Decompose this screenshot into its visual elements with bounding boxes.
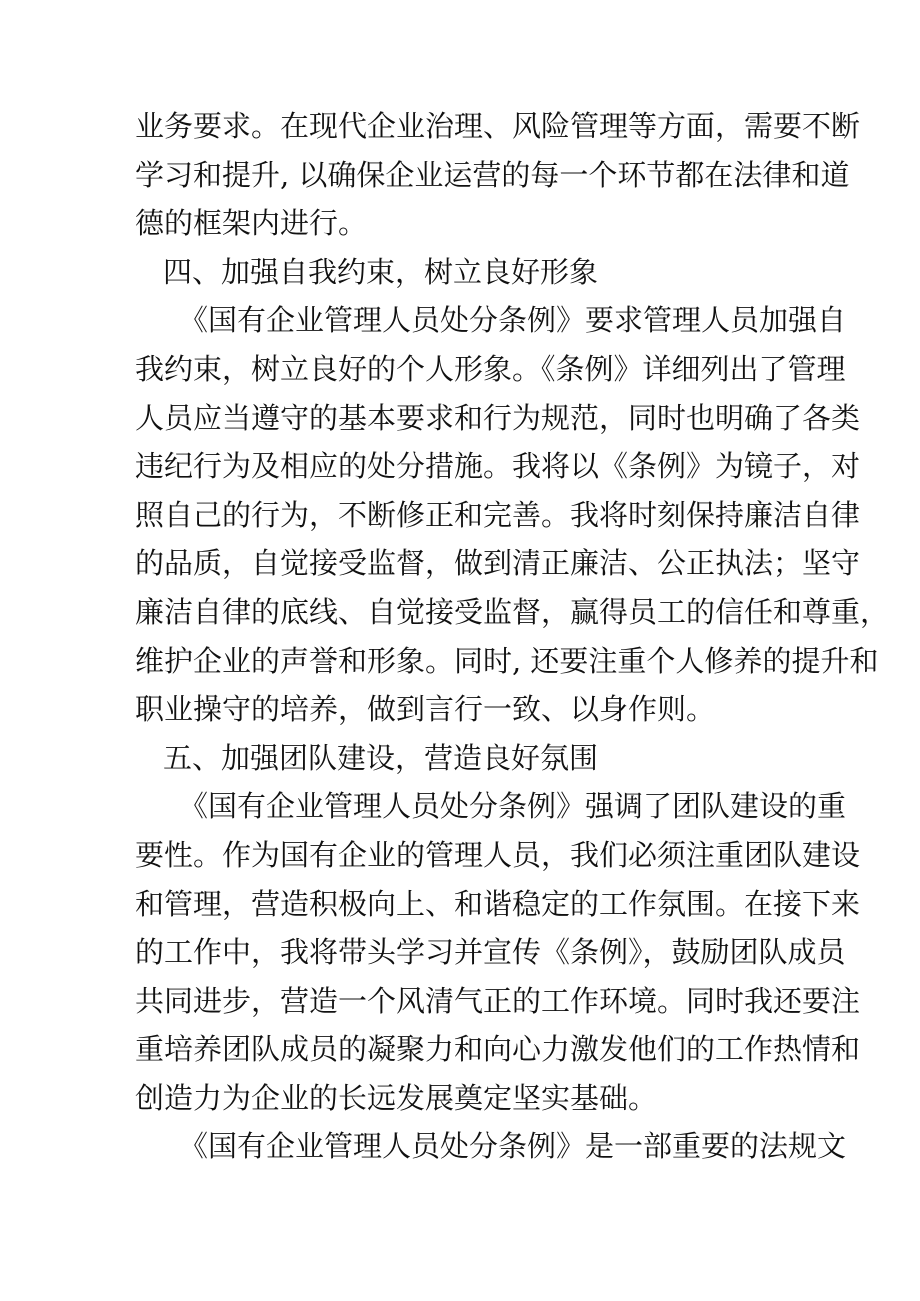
text-line: 的品质，自觉接受监督，做到清正廉洁、公正执法；坚守 [135, 546, 861, 581]
text-line: 共同进步，营造一个风清气正的工作环境。同时我还要注 [135, 983, 861, 1018]
text-line: 《国有企业管理人员处分条例》强调了团队建设的重 [179, 789, 847, 824]
text-line: 创造力为企业的长远发展奠定坚实基础。 [135, 1080, 658, 1115]
text-line: 我约束，树立良好的个人形象。《条例》详细列出了管理 [135, 351, 846, 386]
text-line: 德的框架内进行。 [135, 206, 368, 241]
text-line: 要性。作为国有企业的管理人员，我们必须注重团队建设 [135, 837, 861, 872]
section-heading-four: 四、加强自我约束，树立良好形象 [163, 254, 599, 289]
text-line: 《国有企业管理人员处分条例》要求管理人员加强自 [179, 303, 847, 338]
text-line: 违纪行为及相应的处分措施。我将以《条例》为镜子，对 [135, 449, 861, 484]
text-line: 维护企业的声誉和形象。同时, 还要注重个人修养的提升和 [135, 643, 879, 678]
section-heading-five: 五、加强团队建设，营造良好氛围 [163, 740, 599, 775]
text-line: 重培养团队成员的凝聚力和向心力激发他们的工作热情和 [135, 1032, 861, 1067]
text-line: 人员应当遵守的基本要求和行为规范，同时也明确了各类 [135, 400, 861, 435]
document-body [135, 102, 890, 1171]
text-line: 职业操守的培养，做到言行一致、以身作则。 [135, 692, 716, 727]
text-line: 业务要求。在现代企业治理、风险管理等方面，需要不断 [135, 109, 861, 143]
text-line: 廉洁自律的底线、自觉接受监督，赢得员工的信任和尊重， [135, 594, 890, 629]
text-line: 的工作中，我将带头学习并宣传《条例》，鼓励团队成员 [135, 935, 846, 970]
text-line: 和管理，营造积极向上、和谐稳定的工作氛围。在接下来 [135, 886, 861, 921]
text-line: 照自己的行为，不断修正和完善。我将时刻保持廉洁自律 [135, 497, 861, 532]
text-line: 《国有企业管理人员处分条例》是一部重要的法规文 [179, 1129, 847, 1164]
text-line: 学习和提升, 以确保企业运营的每一个环节都在法律和道 [135, 157, 850, 192]
